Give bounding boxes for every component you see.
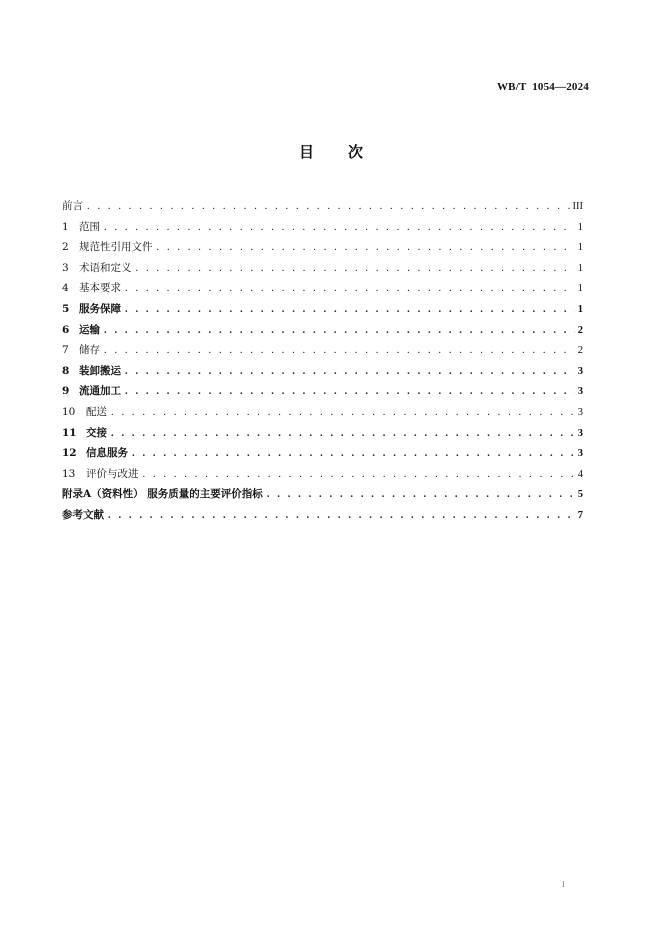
toc-entry-basic-requirements[interactable]: [62, 278, 583, 299]
toc-entry-page: 4: [577, 468, 583, 480]
toc-entry-number: 13: [62, 467, 76, 480]
toc-entry-scope[interactable]: [62, 217, 583, 238]
toc-entry-terms-definitions[interactable]: [62, 258, 583, 279]
toc-entry-label: 交接: [86, 426, 107, 439]
toc-entry-number: 5: [62, 302, 70, 315]
toc-dot-leader: [132, 444, 575, 465]
toc-dot-leader: [104, 341, 575, 362]
toc-entry-label: 附录A（资料性） 服务质量的主要评价指标: [62, 488, 263, 501]
toc-dot-leader: [104, 218, 575, 239]
toc-entry-storage[interactable]: [62, 340, 583, 361]
toc-entry-page: 1: [577, 303, 583, 315]
toc-entry-number: 1: [62, 220, 69, 233]
toc-entry-page: 3: [577, 427, 583, 439]
toc-entry-page: III: [572, 201, 583, 212]
toc-dot-leader: [125, 382, 575, 403]
toc-entry-label: 基本要求: [79, 282, 121, 295]
toc-entry-page: 1: [577, 242, 583, 254]
toc-dot-leader: [125, 362, 575, 383]
toc-entry-label: 运输: [79, 323, 100, 336]
toc-dot-leader: [157, 238, 575, 259]
toc-dot-leader: [108, 506, 575, 527]
toc-entry-label: 参考文献: [62, 508, 104, 521]
toc-entry-label: 储存: [79, 344, 100, 357]
toc-entry-page: 3: [577, 448, 583, 460]
toc-entry-delivery[interactable]: [62, 402, 583, 423]
toc-entry-page: 2: [577, 345, 583, 357]
toc-entry-label: 评价与改进: [86, 467, 139, 480]
toc-entry-label: 服务保障: [79, 302, 121, 315]
toc-entry-label: 规范性引用文件: [79, 241, 153, 254]
toc-entry-appendix-a[interactable]: [62, 484, 583, 505]
toc-entry-page: 1: [577, 221, 583, 233]
toc-entry-distribution-processing[interactable]: [62, 381, 583, 402]
table-of-contents: [62, 196, 583, 526]
toc-entry-page: 3: [577, 386, 583, 398]
toc-entry-number: 7: [62, 344, 69, 357]
page-title: 目次: [298, 143, 397, 161]
toc-dot-leader: [125, 279, 575, 300]
toc-entry-number: 8: [62, 364, 70, 377]
toc-entry-bibliography[interactable]: [62, 505, 583, 526]
toc-entry-page: 7: [577, 509, 583, 521]
toc-entry-transport[interactable]: [62, 320, 583, 341]
toc-entry-label: 配送: [86, 405, 107, 418]
toc-dot-leader: [111, 403, 575, 424]
toc-entry-evaluation-improvement[interactable]: [62, 464, 583, 485]
toc-entry-number: 2: [62, 241, 69, 254]
toc-entry-label: 前言: [62, 200, 83, 212]
toc-entry-foreword[interactable]: [62, 196, 583, 217]
toc-entry-number: 3: [62, 261, 69, 274]
toc-entry-label: 术语和定义: [79, 261, 132, 274]
toc-entry-normative-references[interactable]: [62, 237, 583, 258]
toc-entry-number: 11: [62, 426, 77, 439]
toc-entry-page: 3: [577, 406, 583, 418]
toc-entry-page: 1: [577, 262, 583, 274]
toc-entry-label: 范围: [79, 220, 100, 233]
toc-dot-leader: [136, 259, 575, 280]
toc-entry-number: 6: [62, 323, 70, 336]
toc-entry-label: 流通加工: [79, 385, 121, 398]
toc-entry-page: 5: [577, 489, 583, 501]
page-number: I: [562, 880, 565, 889]
toc-entry-page: 2: [577, 324, 583, 336]
toc-dot-leader: [125, 300, 575, 321]
toc-entry-number: 12: [62, 447, 77, 460]
toc-dot-leader: [143, 465, 575, 486]
toc-entry-number: 10: [62, 405, 76, 418]
toc-entry-service-assurance[interactable]: [62, 299, 583, 320]
toc-entry-number: 9: [62, 385, 70, 398]
toc-entry-handover[interactable]: [62, 423, 583, 444]
toc-entry-label: 信息服务: [86, 447, 128, 460]
toc-entry-number: 4: [62, 282, 69, 295]
toc-dot-leader: [267, 485, 575, 506]
toc-entry-loading-handling[interactable]: [62, 361, 583, 382]
toc-entry-page: 3: [577, 365, 583, 377]
toc-dot-leader: [111, 424, 575, 445]
toc-dot-leader: [87, 197, 570, 218]
toc-entry-page: 1: [577, 283, 583, 295]
toc-entry-label: 装卸搬运: [79, 364, 121, 377]
document-code: WB/T 1054—2024: [496, 81, 589, 93]
toc-dot-leader: [104, 321, 575, 342]
toc-entry-information-service[interactable]: [62, 443, 583, 464]
